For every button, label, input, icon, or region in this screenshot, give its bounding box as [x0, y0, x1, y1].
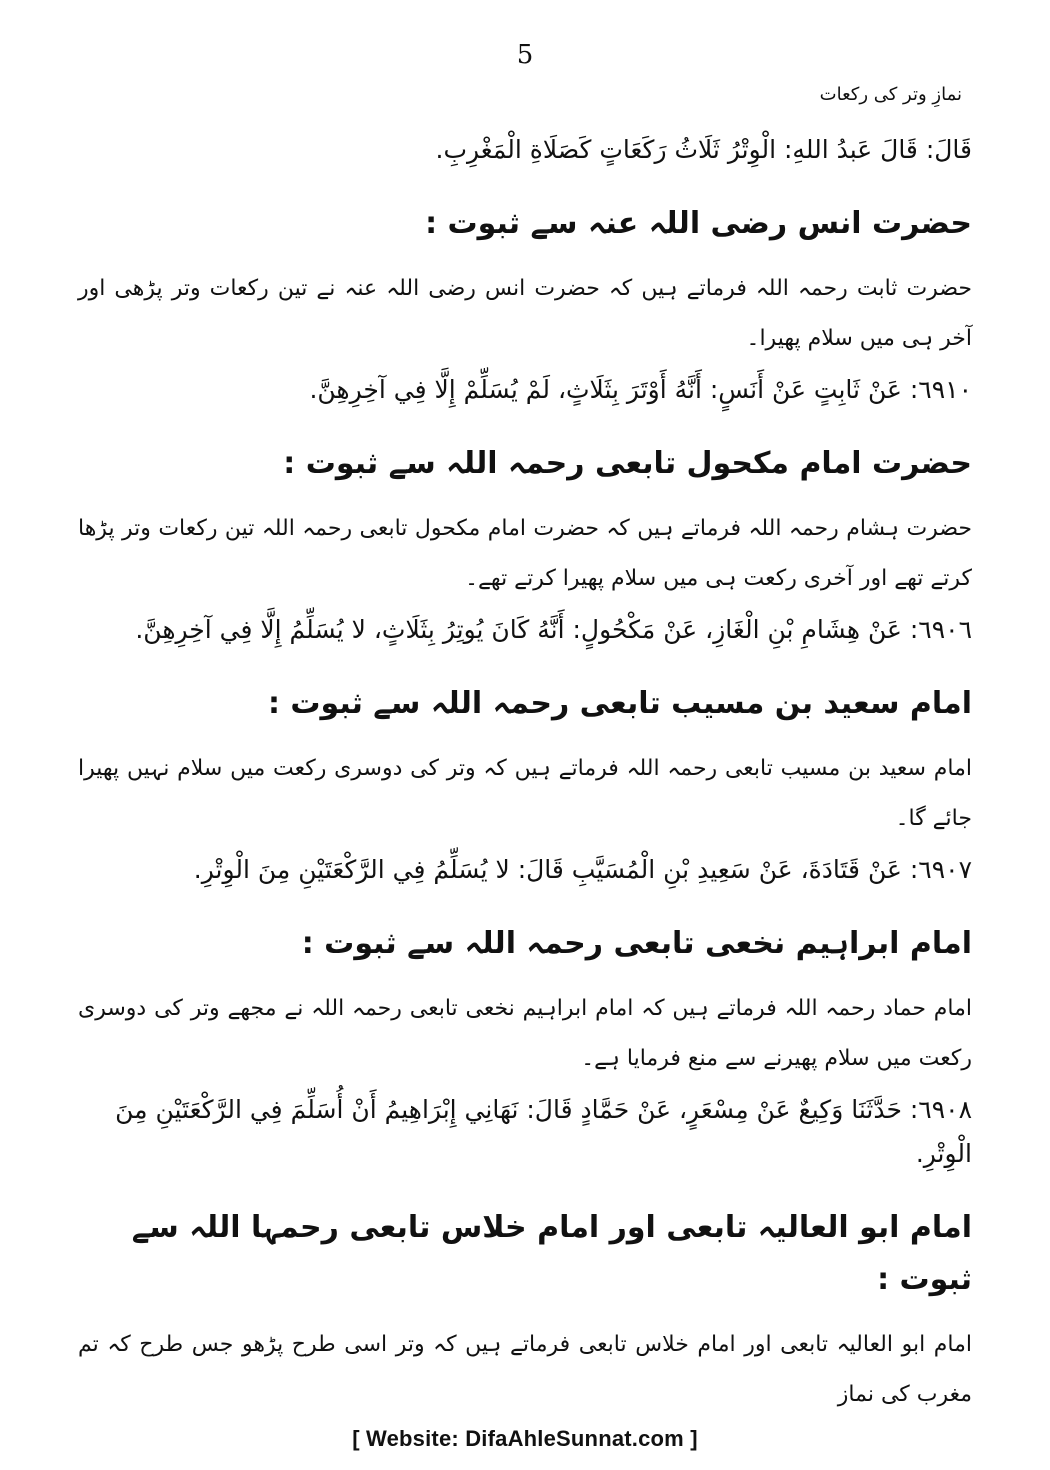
section-abul-aliya	[78, 1202, 972, 1420]
section-urdu-text: امام ابو العالیہ تابعی اور امام خلاس تابعی فرماتے ہیں کہ وتر اسی طرح پڑھو جس طرح کہ تم مغرب کی نماز	[78, 1332, 972, 1407]
section-urdu-text: حضرت ہشام رحمہ اللہ فرماتے ہیں کہ حضرت امام مکحول تابعی رحمہ اللہ تین رکعات وتر پڑھا کرتے تھے اور آخری رکعت ہی میں سلام پھیرا کرتے تھے۔	[78, 516, 972, 591]
section-heading: حضرت امام مکحول تابعی رحمہ اللہ سے ثبوت :	[283, 446, 972, 481]
section-saeed	[78, 678, 972, 892]
section-arabic-text: ٦٩٠٧: عَنْ قَتَادَةَ، عَنْ سَعِيدِ بْنِ الْمُسَيَّبِ قَالَ: لا يُسَلِّمُ فِي الرَّكْعَتَيْنِ مِنَ الْوِتْرِ.	[193, 855, 972, 884]
section-urdu-text: امام سعید بن مسیب تابعی رحمہ اللہ فرماتے ہیں کہ وتر کی دوسری رکعت میں سلام نہیں پھیرا جائے گا۔	[78, 756, 972, 831]
section-heading: امام سعید بن مسیب تابعی رحمہ اللہ سے ثبوت :	[267, 686, 972, 721]
section-makhul	[78, 438, 972, 652]
section-ibrahim	[78, 918, 972, 1176]
page-number: 5	[516, 40, 534, 70]
section-heading: حضرت انس رضی اللہ عنہ سے ثبوت :	[425, 206, 972, 241]
section-anas	[78, 198, 972, 412]
section-arabic-text: ٦٩٠٨: حَدَّثَنَا وَكِيعٌ عَنْ مِسْعَرٍ، عَنْ حَمَّادٍ قَالَ: نَهَانِي إِبْرَاهِيمُ أَنْ أُسَلِّمَ فِي الرَّكْعَتَيْنِ مِنَ الْوِتْرِ.	[115, 1095, 972, 1168]
section-urdu-text: امام حماد رحمہ اللہ فرماتے ہیں کہ امام ابراہیم نخعی تابعی رحمہ اللہ نے مجھے وتر کی دوسری رکعت میں سلام پھیرنے سے منع فرمایا ہے۔	[78, 996, 972, 1071]
section-arabic-text: ٦٩١٠: عَنْ ثَابِتٍ عَنْ أَنَسٍ: أَنَّهُ أَوْتَرَ بِثَلَاثٍ، لَمْ يُسَلِّمْ إِلَّا فِي آخِرِهِنَّ.	[309, 375, 972, 404]
opening-arabic-text: قَالَ: قَالَ عَبدُ اللهِ: الْوِتْرُ ثَلَاثُ رَكَعَاتٍ كَصَلَاةِ الْمَغْرِبِ.	[435, 135, 972, 164]
section-urdu-text: حضرت ثابت رحمہ اللہ فرماتے ہیں کہ حضرت انس رضی اللہ عنہ نے تین رکعات وتر پڑھی اور آخر ہی میں سلام پھیرا۔	[78, 276, 972, 351]
section-arabic-text: ٦٩٠٦: عَنْ هِشَامِ بْنِ الْغَازِ، عَنْ مَكْحُولٍ: أَنَّهُ كَانَ يُوتِرُ بِثَلَاثٍ، لا يُسَلِّمُ إِلَّا فِي آخِرِهِنَّ.	[135, 615, 972, 644]
website-footer: [ Website: DifaAhleSunnat.com ]	[352, 1426, 698, 1451]
document-body	[78, 128, 972, 1424]
section-heading: امام ابراہیم نخعی تابعی رحمہ اللہ سے ثبوت :	[301, 926, 972, 961]
running-header: نمازِ وتر کی رکعات	[819, 84, 962, 105]
section-heading: امام ابو العالیہ تابعی اور امام خلاس تابعی رحمہا اللہ سے ثبوت :	[131, 1210, 972, 1297]
